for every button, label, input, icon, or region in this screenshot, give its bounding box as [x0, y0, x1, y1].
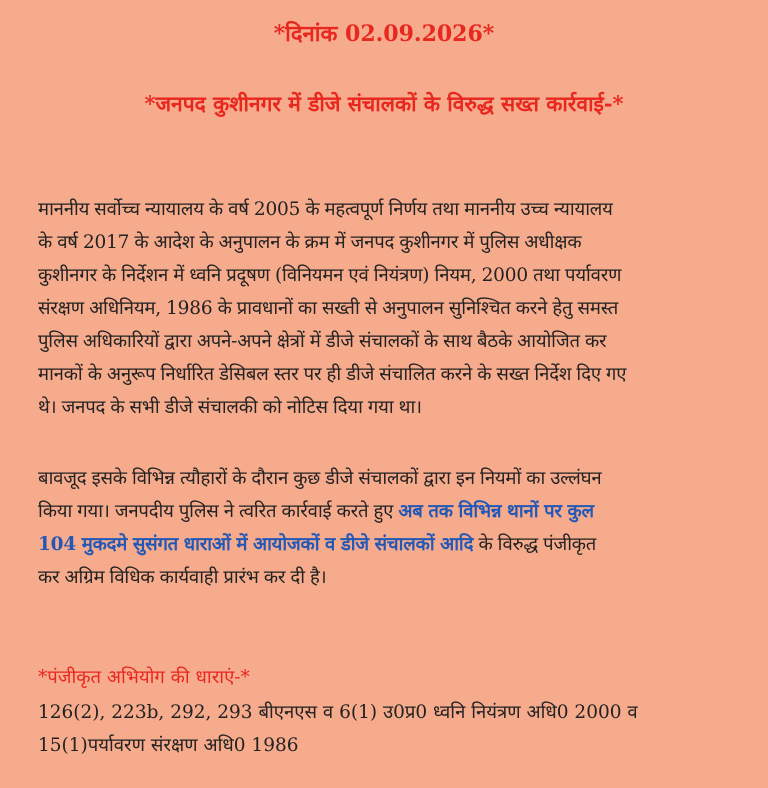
case-count-highlight: अब तक विभिन्न थानों पर कुल	[398, 501, 594, 522]
sections-line: 15(1)पर्यावरण संरक्षण अधि0 1986	[38, 735, 299, 756]
paragraph-2-line: बावजूद इसके विभिन्न त्यौहारों के दौरान कुछ डीजे संचालकों द्वारा इन नियमों का उल्लंघन	[38, 468, 602, 489]
case-count-highlight: 104 मुकदमे सुसंगत धाराओं में आयोजकों व डीजे संचालकों आदि	[38, 534, 474, 555]
paragraph-1-line: पुलिस अधिकारियों द्वारा अपने-अपने क्षेत्रों में डीजे संचालकों के साथ बैठके आयोजित कर	[38, 331, 607, 352]
paragraph-2-text: किया गया। जनपदीय पुलिस ने त्वरित कार्रवाई करते हुए	[38, 501, 399, 522]
paragraph-1-line: थे। जनपद के सभी डीजे संचालकी को नोटिस दिया गया था।	[38, 397, 422, 418]
paragraph-1-line: के वर्ष 2017 के आदेश के अनुपालन के क्रम में जनपद कुशीनगर में पुलिस अधीक्षक	[38, 232, 582, 253]
paragraph-1-line: मानकों के अनुरूप निर्धारित डेसिबल स्तर पर ही डीजे संचालित करने के सख्त निर्देश दिए गए	[38, 364, 627, 385]
date-line: *दिनांक 02.09.2026*	[273, 21, 495, 47]
paragraph-2	[38, 462, 732, 594]
paragraph-1-line: कुशीनगर के निर्देशन में ध्वनि प्रदूषण (विनियमन एवं नियंत्रण) नियम, 2000 तथा पर्यावरण	[38, 265, 622, 286]
headline: *जनपद कुशीनगर में डीजे संचालकों के विरुद्ध सख्त कार्रवाई-*	[144, 91, 624, 116]
paragraph-1	[38, 193, 732, 424]
paragraph-1-line: संरक्षण अधिनियम, 1986 के प्रावधानों का सख्ती से अनुपालन सुनिश्चित करने हेतु समस्त	[38, 298, 619, 319]
paragraph-2-text: के विरुद्ध पंजीकृत	[473, 534, 597, 555]
sections-heading: *पंजीकृत अभियोग की धाराएं-*	[38, 667, 250, 688]
paragraph-2-line: कर अग्रिम विधिक कार्यवाही प्रारंभ कर दी है।	[38, 567, 327, 588]
sections-list	[38, 696, 732, 762]
paragraph-2-line	[38, 495, 732, 528]
paragraph-1-line: माननीय सर्वोच्च न्यायालय के वर्ष 2005 के महत्वपूर्ण निर्णय तथा माननीय उच्च न्यायालय	[38, 199, 613, 220]
paragraph-2-line	[38, 528, 732, 561]
sections-line: 126(2), 223b, 292, 293 बीएनएस व 6(1) उ0प्र0 ध्वनि नियंत्रण अधि0 2000 व	[38, 702, 638, 723]
